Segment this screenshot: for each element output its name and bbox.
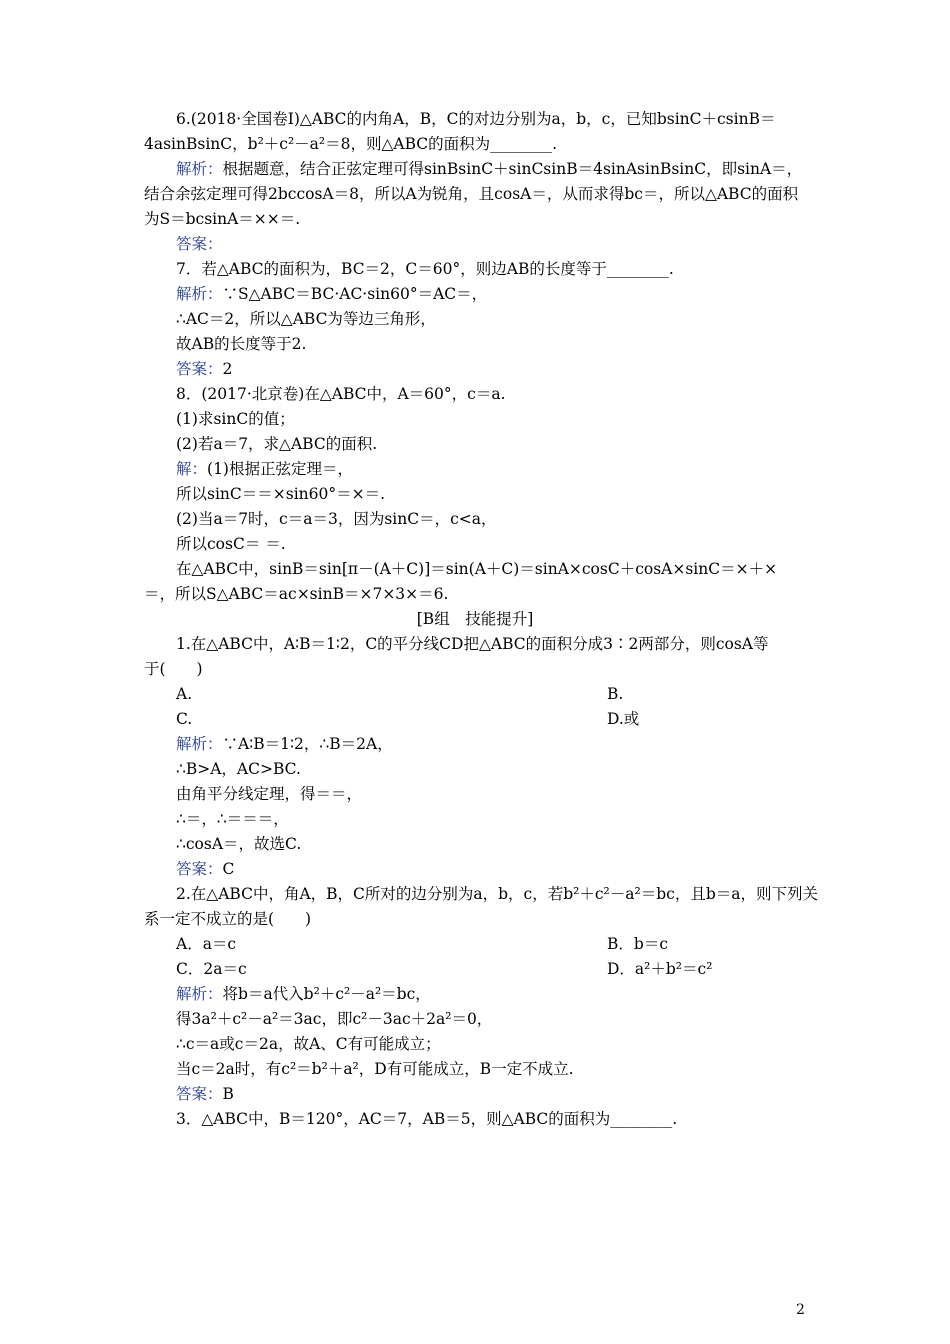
text-line: [0, 609, 950, 629]
line-text: 由角平分线定理，得＝＝，: [176, 785, 363, 803]
text-line: [176, 234, 223, 254]
text-line: [176, 509, 497, 529]
text-line: [176, 334, 306, 354]
text-line: [144, 584, 448, 604]
text-line: [176, 1084, 234, 1104]
line-text: ∵A∶B＝1∶2，∴B＝2A，: [222, 735, 393, 753]
line-text: 1.在△ABC中，A∶B＝1∶2，C的平分线CD把△ABC的面积分成3∶2两部分，则cosA等: [176, 635, 769, 653]
line-text: 结合余弦定理可得2bccosA＝8，所以A为锐角，且cosA＝，从而求得bc＝，所以△ABC的面积: [144, 185, 799, 203]
text-line: [176, 709, 776, 729]
text-line: [176, 409, 295, 429]
line-text: 当c＝2a时，有c²＝b²＋a²，D有可能成立，B一定不成立.: [176, 1060, 574, 1078]
text-line: [176, 259, 674, 279]
text-line: [144, 184, 798, 204]
line-text: (2)当a＝7时，c＝a＝3，因为sinC＝，c<a，: [176, 510, 497, 528]
option-right: D．a²＋b²＝c²: [607, 960, 713, 978]
text-line: [176, 634, 769, 654]
line-text: 所以cosC＝ ＝.: [176, 535, 286, 553]
line-text: ∴AC＝2，所以△ABC为等边三角形，: [176, 310, 436, 328]
line-text: 2.在△ABC中，角A，B，C所对的边分别为a，b，c，若b²＋c²－a²＝bc，且b＝a，则下列关: [176, 885, 818, 903]
line-text: B: [222, 1085, 234, 1103]
line-text: [B组 技能提升]: [416, 610, 534, 628]
line-text: 8．(2017·北京卷)在△ABC中，A＝60°，c＝a.: [176, 385, 506, 403]
text-line: [176, 284, 487, 304]
line-text: 系一定不成立的是( ): [144, 910, 312, 928]
option-right: B．b＝c: [607, 935, 668, 953]
line-text: C.: [176, 710, 193, 728]
text-line: [176, 559, 777, 579]
answer-label: 答案：: [176, 235, 223, 253]
line-text: ∴＝，∴＝＝＝，: [176, 810, 289, 828]
text-line: [176, 759, 301, 779]
line-text: (2)若a＝7，求△ABC的面积.: [176, 435, 378, 453]
line-text: 为S＝bcsinA＝××＝.: [144, 210, 301, 228]
text-line: [144, 659, 203, 679]
text-line: [176, 534, 286, 554]
text-line: [176, 484, 385, 504]
line-text: 根据题意，结合正弦定理可得sinBsinC＋sinCsinB＝4sinAsinBsinC，即sinA＝，: [222, 160, 803, 178]
line-text: ∴cosA＝，故选C.: [176, 835, 302, 853]
text-line: [176, 934, 776, 954]
line-text: ∴B>A，AC>BC.: [176, 760, 301, 778]
text-line: [176, 959, 776, 979]
text-line: [176, 984, 431, 1004]
option-right: B.: [607, 685, 624, 703]
text-line: [176, 784, 362, 804]
line-text: C．2a＝c: [176, 960, 247, 978]
text-line: [176, 834, 301, 854]
line-text: 所以sinC＝＝×sin60°＝×＝.: [176, 485, 386, 503]
line-text: A.: [176, 685, 193, 703]
text-line: [176, 1034, 441, 1054]
text-line: [176, 734, 393, 754]
text-line: [176, 109, 775, 129]
line-text: 故AB的长度等于2.: [176, 335, 307, 353]
line-text: ∵S△ABC＝BC·AC·sin60°＝AC＝，: [222, 285, 488, 303]
text-line: [176, 459, 353, 479]
line-text: ＝，所以S△ABC＝ac×sinB＝×7×3×＝6.: [144, 585, 449, 603]
text-line: [176, 159, 802, 179]
text-line: [176, 434, 377, 454]
line-text: C: [222, 860, 235, 878]
line-text: ∴c＝a或c＝2a，故A、C有可能成立；: [176, 1035, 441, 1053]
answer-label: 答案：: [176, 1085, 223, 1103]
text-line: [176, 1009, 492, 1029]
text-line: [144, 209, 300, 229]
answer-label: 解析：: [176, 985, 223, 1003]
line-text: 将b＝a代入b²＋c²－a²＝bc，: [222, 985, 431, 1003]
text-line: [144, 909, 311, 929]
text-line: [176, 384, 506, 404]
line-text: (1)求sinC的值；: [176, 410, 295, 428]
line-text: 6.(2018·全国卷Ⅰ)△ABC的内角A，B，C的对边分别为a，b，c，已知bsinC＋csinB＝: [176, 110, 776, 128]
text-line: [176, 1109, 677, 1129]
text-line: [176, 1059, 574, 1079]
line-text: 于( ): [144, 660, 203, 678]
text-line: [176, 309, 436, 329]
text-line: [144, 134, 557, 154]
line-text: 得3a²＋c²－a²＝3ac，即c²－3ac＋2a²＝0，: [176, 1010, 493, 1028]
option-right: D.或: [607, 710, 640, 728]
line-text: A．a＝c: [176, 935, 237, 953]
text-line: [176, 359, 232, 379]
answer-label: 解析：: [176, 160, 223, 178]
text-line: [176, 809, 289, 829]
text-line: [176, 859, 234, 879]
page-number: 2: [796, 1302, 805, 1318]
answer-label: 解：: [176, 460, 208, 478]
line-text: 3．△ABC中，B＝120°，AC＝7，AB＝5，则△ABC的面积为________.: [176, 1110, 678, 1128]
answer-label: 解析：: [176, 735, 223, 753]
line-text: (1)根据正弦定理＝，: [207, 460, 353, 478]
line-text: 4asinBsinC，b²＋c²－a²＝8，则△ABC的面积为________.: [144, 135, 558, 153]
answer-label: 解析：: [176, 285, 223, 303]
text-line: [176, 684, 776, 704]
line-text: 在△ABC中，sinB＝sin[π－(A＋C)]＝sin(A＋C)＝sinA×cosC＋cosA×sinC＝×＋×: [176, 560, 778, 578]
answer-label: 答案：: [176, 860, 223, 878]
answer-label: 答案：: [176, 360, 223, 378]
line-text: 7．若△ABC的面积为，BC＝2，C＝60°，则边AB的长度等于________.: [176, 260, 674, 278]
line-text: 2: [222, 360, 233, 378]
text-line: [176, 884, 818, 904]
